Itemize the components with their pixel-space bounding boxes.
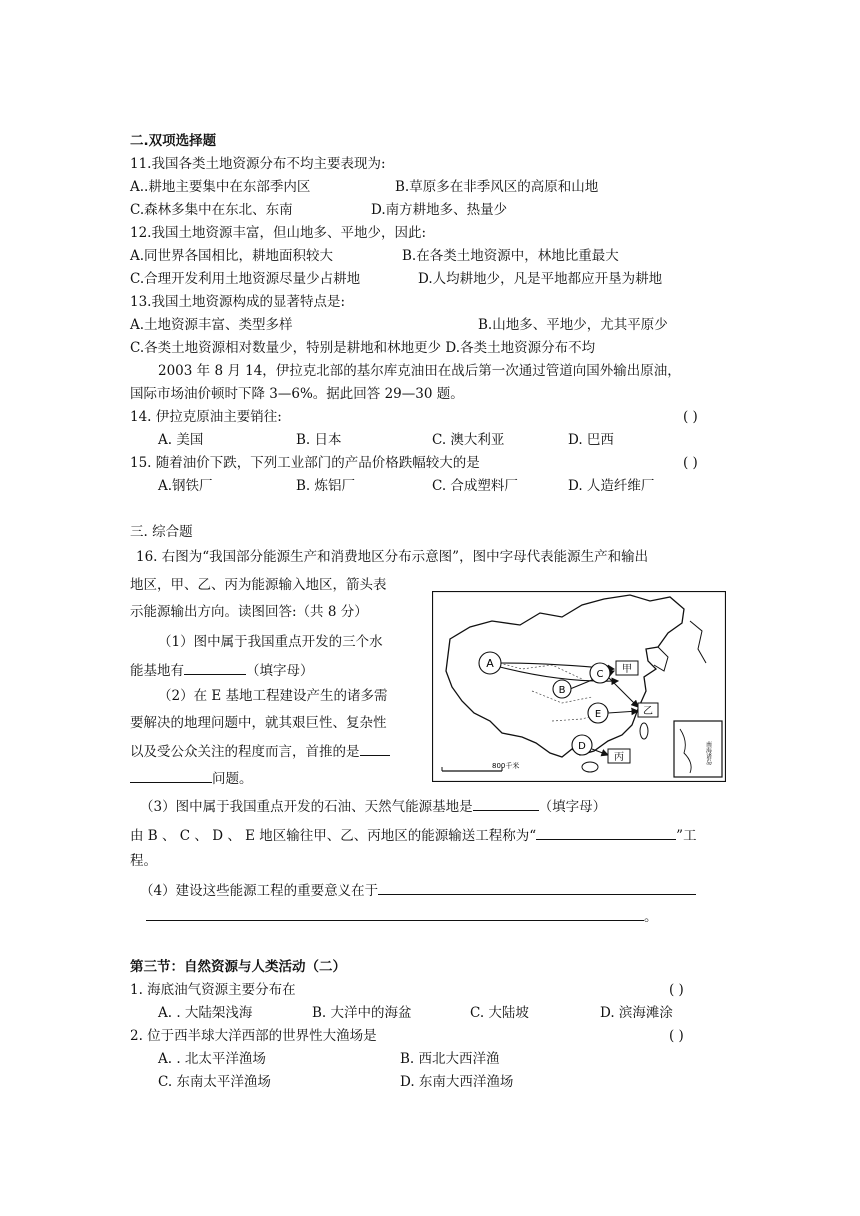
q11-option-c: C.森林多集中在东北、东南 — [130, 202, 293, 218]
q11-option-a: A..耕地主要集中在东部季内区 — [130, 179, 311, 195]
dest-yi-label: 乙 — [643, 706, 653, 717]
s32-q2-option-c: C. 东南太平洋渔场 — [158, 1074, 271, 1090]
q11-option-d: D.南方耕地多、热量少 — [371, 202, 508, 218]
q15-option-a: A.钢铁厂 — [158, 478, 213, 494]
s32-q2-stem: 2. 位于西半球大洋西部的世界性大渔场是 — [130, 1028, 377, 1044]
q16-part3-answer-blank-b[interactable] — [536, 825, 676, 840]
region-e-label: E — [594, 709, 602, 720]
q16-part2-line2: 要解决的地理问题中，就其艰巨性、复杂性 — [130, 715, 387, 731]
scale-label: 800千米 — [492, 762, 520, 770]
s32-q2-option-b: B. 西北大西洋渔 — [400, 1051, 500, 1067]
q16-part4-end: 。 — [644, 909, 658, 925]
q16-part1-line2 — [130, 660, 314, 680]
q16-part1-answer-blank[interactable] — [184, 660, 246, 675]
q13-stem: 13.我国土地资源构成的显著特点是: — [130, 294, 346, 310]
q16-intro-1: 16. 右图为“我国部分能源生产和消费地区分布示意图”，图中字母代表能源生产和输出 — [136, 549, 649, 565]
q16-part3-answer-blank-a[interactable] — [473, 796, 539, 811]
inset-label: 南海诸岛 — [704, 741, 712, 765]
q16-part3-text-3: ”工 — [676, 828, 697, 844]
q14-option-b: B. 日本 — [296, 432, 342, 448]
region-c-label: C — [596, 669, 604, 680]
s32-q1-option-c: C. 大陆坡 — [470, 1005, 529, 1021]
q13-option-a: A.土地资源丰富、类型多样 — [130, 317, 293, 333]
s32-q1-answer-paren: ( ) — [669, 982, 684, 998]
q14-stem: 14. 伊拉克原油主要销往: — [130, 409, 282, 425]
s32-q2-option-a: A. . 北太平洋渔场 — [158, 1051, 266, 1067]
energy-map-figure — [432, 591, 726, 782]
inset-box — [674, 721, 722, 777]
dest-jia-label: 甲 — [622, 664, 632, 675]
q16-part4-text: （4）建设这些能源工程的重要意义在于 — [140, 883, 379, 899]
q16-part4-line1 — [140, 880, 696, 900]
q11-option-b: B.草原多在非季风区的高原和山地 — [395, 179, 599, 195]
q16-part2-text: 以及受公众关注的程度而言，首推的是 — [130, 744, 360, 760]
q12-stem: 12.我国土地资源丰富，但山地多、平地少，因此: — [130, 225, 427, 241]
q16-intro-3: 示能源输出方向。读图回答:（共 8 分） — [130, 604, 368, 620]
q16-part2-line1: （2）在 E 基地工程建设产生的诸多需 — [158, 688, 388, 704]
s32-q2-option-d: D. 东南大西洋渔场 — [400, 1074, 514, 1090]
q15-option-b: B. 炼铝厂 — [296, 478, 356, 494]
q14-option-c: C. 澳大利亚 — [432, 432, 505, 448]
q12-option-a: A.同世界各国相比，耕地面积较大 — [130, 248, 334, 264]
q15-option-c: C. 合成塑料厂 — [432, 478, 518, 494]
q16-part3-text: （3）图中属于我国重点开发的石油、天然气能源基地是 — [140, 799, 473, 815]
q16-part4-answer-blank-a[interactable] — [378, 880, 696, 895]
section-heading-3: 三. 综合题 — [130, 524, 193, 540]
q16-part3-hint: （填字母） — [538, 799, 607, 815]
q11-stem: 11.我国各类土地资源分布不均主要表现为: — [130, 156, 386, 172]
dest-bing-label: 丙 — [614, 752, 624, 763]
s32-q1-stem: 1. 海底油气资源主要分布在 — [130, 982, 296, 998]
region-a-label: A — [486, 657, 494, 670]
region-b-label: B — [558, 685, 566, 696]
energy-map-svg — [432, 591, 726, 782]
q12-option-c: C.合理开发利用土地资源尽量少占耕地 — [130, 271, 361, 287]
q16-part3-line1 — [140, 796, 606, 816]
s32-q1-option-b: B. 大洋中的海盆 — [312, 1005, 412, 1021]
q15-answer-paren: ( ) — [683, 455, 698, 471]
q16-part1-hint: （填字母） — [246, 663, 314, 679]
q15-stem: 15. 随着油价下跌，下列工业部门的产品价格跌幅较大的是 — [130, 455, 480, 471]
q16-part4-answer-blank-b[interactable] — [146, 906, 644, 921]
s32-q2-answer-paren: ( ) — [669, 1028, 684, 1044]
q16-intro-2: 地区，甲、乙、丙为能源输入地区，箭头表 — [130, 577, 387, 593]
q13-option-b: B.山地多、平地少，尤其平原少 — [478, 317, 668, 333]
q16-part3-line2 — [130, 825, 697, 845]
passage-line-2: 国际市场油价顿时下降 3—6%。据此回答 29—30 题。 — [130, 386, 464, 402]
s32-q1-option-a: A. . 大陆架浅海 — [158, 1005, 253, 1021]
q12-option-d: D.人均耕地少，凡是平地都应开垦为耕地 — [418, 271, 663, 287]
passage-line-1: 2003 年 8 月 14，伊拉克北部的基尔库克油田在战后第一次通过管道向国外输出原油， — [158, 363, 681, 379]
q14-option-d: D. 巴西 — [568, 432, 614, 448]
q16-part4-line2 — [146, 906, 658, 926]
section-heading-2: 二.双项选择题 — [130, 133, 217, 149]
region-d-label: D — [578, 741, 586, 752]
s32-q1-option-d: D. 滨海滩涂 — [600, 1005, 673, 1021]
q12-option-b: B.在各类土地资源中，林地比重最大 — [402, 248, 619, 264]
q15-option-d: D. 人造纤维厂 — [568, 478, 655, 494]
q16-part2-line4 — [130, 768, 253, 788]
q14-answer-paren: ( ) — [683, 409, 698, 425]
q16-part3-line3: 程。 — [130, 853, 157, 869]
q16-part2-answer-blank-b[interactable] — [130, 768, 212, 783]
q16-part2-end: 问题。 — [212, 771, 253, 787]
q16-part1-text: 能基地有 — [130, 663, 184, 679]
q16-part1-line1: （1）图中属于我国重点开发的三个水 — [158, 634, 383, 650]
q16-part2-answer-blank-a[interactable] — [360, 741, 390, 756]
q16-part3-text-2: 由 B 、 C 、 D 、 E 地区输往甲、乙、丙地区的能源输送工程称为“ — [130, 828, 537, 844]
section-heading-3-2: 第三节：自然资源与人类活动（二） — [130, 959, 346, 975]
q13-option-cd: C.各类土地资源相对数量少，特别是耕地和林地更少 D.各类土地资源分布不均 — [130, 340, 596, 356]
q14-option-a: A. 美国 — [158, 432, 204, 448]
q16-part2-line3 — [130, 741, 390, 761]
